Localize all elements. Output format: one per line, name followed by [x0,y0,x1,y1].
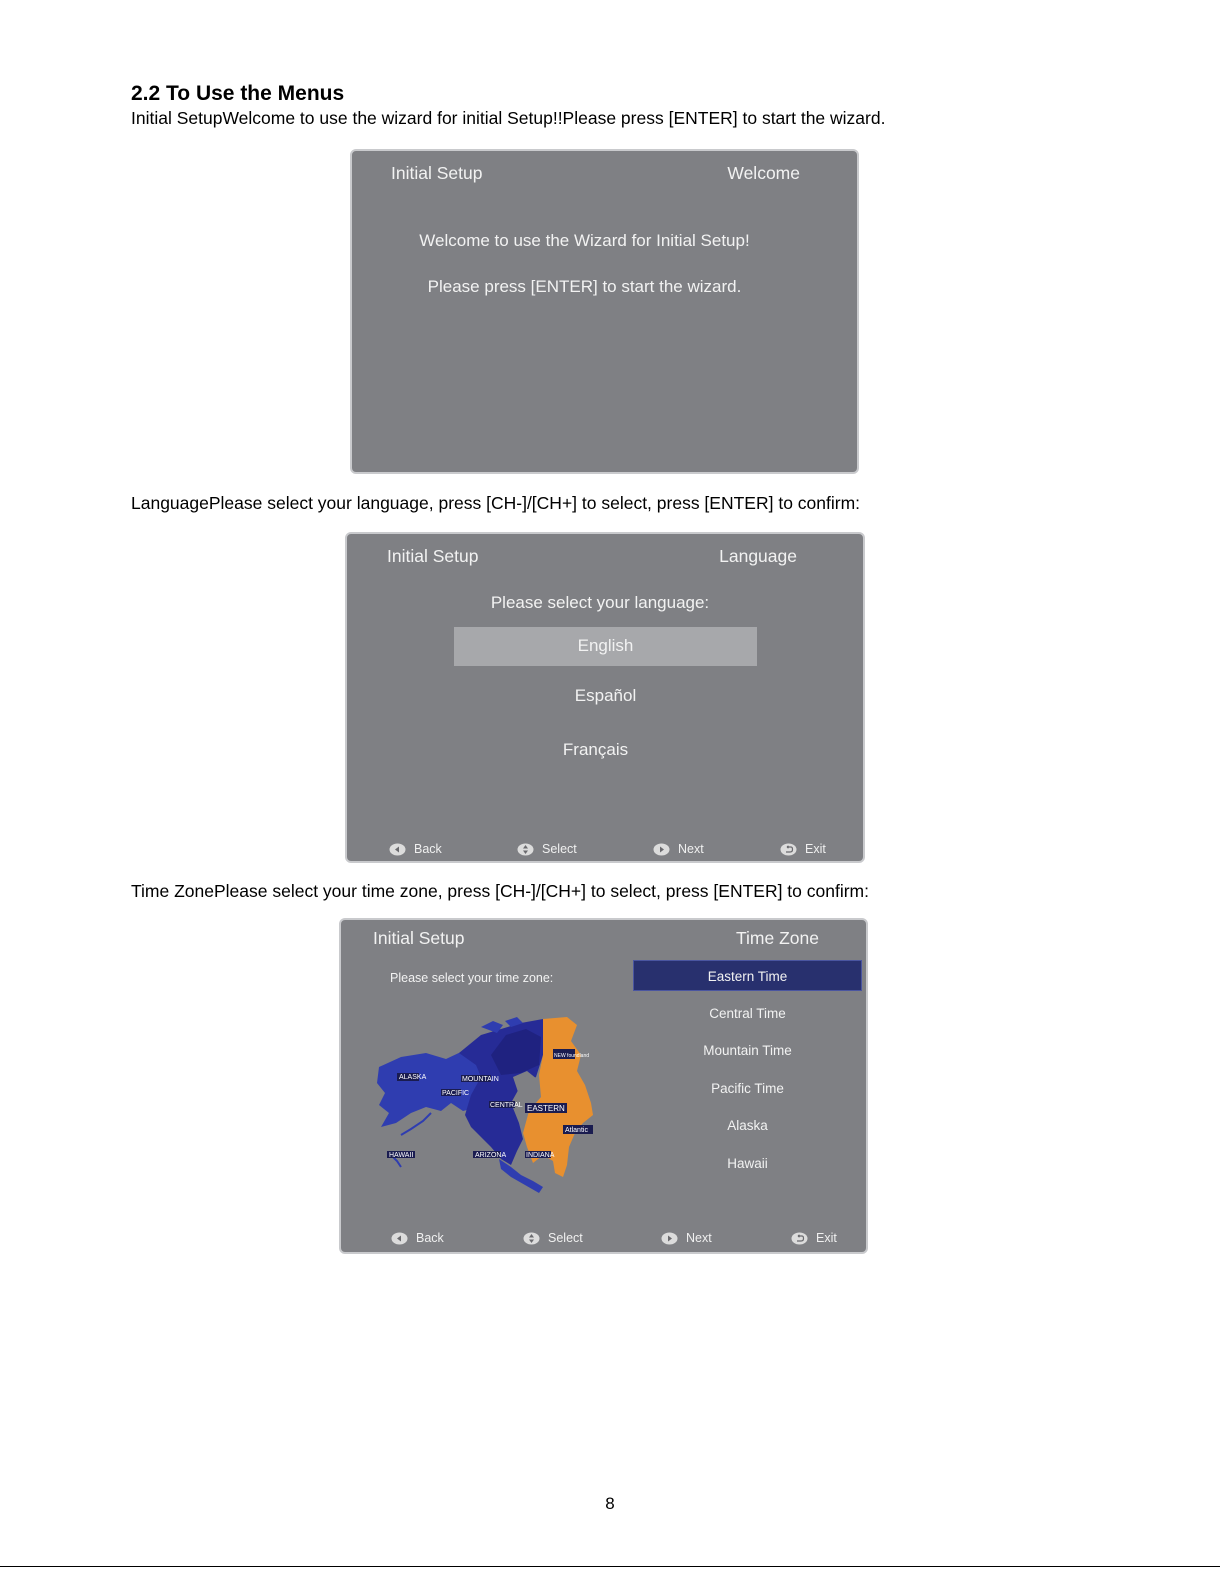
screen-title: Initial Setup [387,546,479,566]
north-america-map [371,1015,601,1195]
language-option-english[interactable]: English [577,636,634,655]
map-label-newfoundland: NEW foundland [554,1053,590,1059]
bottom-rule [0,1566,1220,1567]
back-arrow-icon [391,1232,408,1245]
timezone-option-hawaii[interactable]: Hawaii [727,1156,768,1171]
nav-exit-label: Exit [816,1231,837,1245]
language-option-espanol[interactable]: Español [574,686,637,705]
language-prompt: Please select your language: [490,593,710,612]
next-arrow-icon [661,1232,678,1245]
screen-page-label: Language [719,546,797,566]
map-label-pacific: PACIFIC [442,1090,470,1097]
nav-next-label: Next [678,842,704,856]
welcome-line-2: Please press [ENTER] to start the wizard. [427,277,742,296]
welcome-intro: Initial SetupWelcome to use the wizard for initial Setup!!Please press [ENTER] to start the wizard. [131,108,886,128]
language-intro: LanguagePlease select your language, press [CH-]/[CH+] to select, press [ENTER] to confirm: [131,493,861,513]
timezone-option-alaska[interactable]: Alaska [727,1118,768,1133]
page-number: 8 [605,1494,615,1513]
screen-page-label: Welcome [727,163,800,183]
nav-next[interactable] [653,842,704,856]
screen-title: Initial Setup [391,163,483,183]
up-down-icon [523,1232,540,1245]
language-option-francais[interactable]: Français [562,740,629,759]
back-arrow-icon [389,843,406,856]
exit-return-icon [780,843,797,856]
map-label-eastern: EASTERN [527,1104,565,1113]
timezone-screen [339,918,868,1254]
timezone-option-eastern[interactable]: Eastern Time [707,969,788,984]
map-label-indiana: INDIANA [526,1152,555,1159]
nav-select[interactable] [523,1231,583,1245]
timezone-option-mountain[interactable]: Mountain Time [703,1043,792,1058]
up-down-icon [517,843,534,856]
map-label-hawaii: HAWAII [389,1152,414,1159]
map-label-arizona: ARIZONA [475,1152,507,1159]
timezone-intro: Time ZonePlease select your time zone, press [CH-]/[CH+] to select, press [ENTER] to confirm: [131,881,869,901]
nav-back-label: Back [416,1231,444,1245]
nav-back[interactable] [391,1231,444,1245]
nav-exit[interactable] [780,842,826,856]
map-label-atlantic: Atlantic [565,1127,588,1134]
map-label-mountain: MOUNTAIN [462,1076,499,1083]
timezone-prompt: Please select your time zone: [390,971,554,985]
next-arrow-icon [653,843,670,856]
nav-select[interactable] [517,842,577,856]
nav-back-label: Back [414,842,442,856]
timezone-option-pacific[interactable]: Pacific Time [711,1081,784,1096]
nav-next-label: Next [686,1231,712,1245]
nav-back[interactable] [389,842,442,856]
screen-title: Initial Setup [373,928,465,948]
nav-exit[interactable] [791,1231,837,1245]
nav-next[interactable] [661,1231,712,1245]
screen-page-label: Time Zone [736,928,819,948]
timezone-option-central[interactable]: Central Time [709,1006,786,1021]
language-screen [345,532,865,863]
section-heading: 2.2 To Use the Menus [131,82,345,105]
nav-select-label: Select [542,842,577,856]
exit-return-icon [791,1232,808,1245]
welcome-screen [350,149,859,474]
region-mexico [499,1159,543,1193]
welcome-line-1: Welcome to use the Wizard for Initial Setup! [419,231,750,250]
nav-exit-label: Exit [805,842,826,856]
map-label-central: CENTRAL [490,1102,523,1109]
map-label-alaska: ALASKA [399,1074,427,1081]
nav-select-label: Select [548,1231,583,1245]
